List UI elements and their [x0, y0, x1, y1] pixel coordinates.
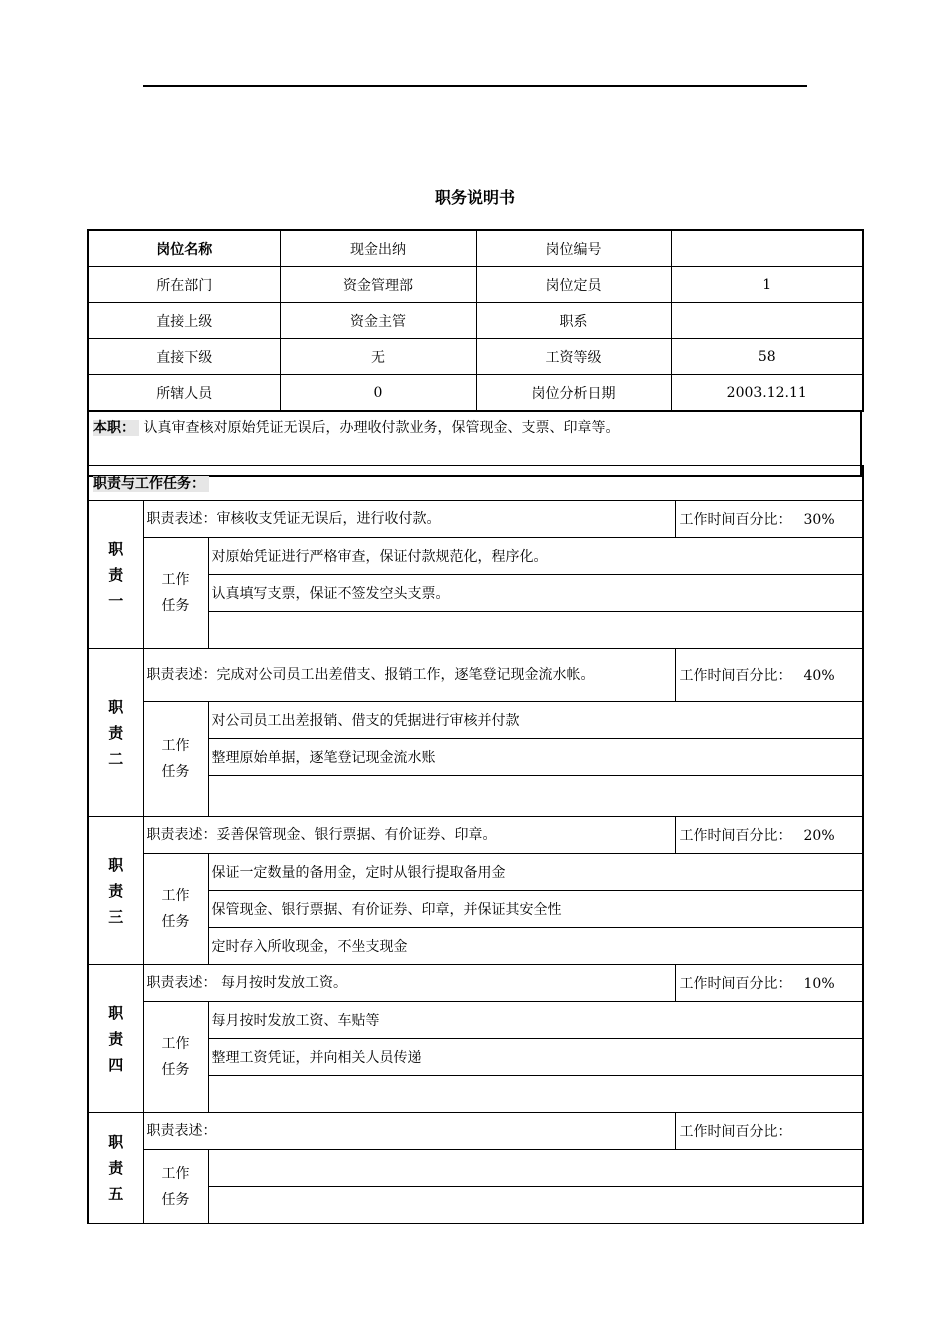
responsibility-label-char: 四	[108, 1055, 124, 1074]
responsibility-label-char: 职	[108, 1133, 124, 1151]
info-row	[88, 339, 863, 375]
responsibility-desc-row	[88, 501, 863, 538]
info-label: 直接上级	[88, 303, 280, 339]
job-summary-label: 本职：	[93, 420, 139, 436]
info-label: 所在部门	[88, 267, 280, 303]
task-item: 定时存入所收现金，不坐支现金	[208, 928, 863, 965]
time-percentage	[675, 1113, 863, 1150]
header-rule	[143, 85, 807, 87]
task-item	[208, 1076, 863, 1113]
responsibility-desc-row	[88, 965, 863, 1002]
info-value: 1	[671, 267, 863, 303]
responsibility-label	[88, 649, 143, 817]
info-value	[671, 230, 863, 267]
duties-header-row	[88, 466, 863, 501]
responsibility-desc-text: 完成对公司员工出差借支、报销工作，逐笔登记现金流水帐。	[216, 667, 595, 683]
responsibility-desc-prefix: 职责表述：	[146, 511, 217, 527]
time-percentage-label: 工作时间百分比：	[679, 976, 792, 992]
responsibility-desc-prefix: 职责表述：	[146, 827, 217, 843]
task-item	[208, 1150, 863, 1187]
task-item	[208, 776, 863, 817]
info-row	[88, 267, 863, 303]
task-item	[208, 612, 863, 649]
task-label-line: 任务	[161, 764, 190, 780]
responsibility-desc-text: 每月按时发放工资。	[216, 975, 347, 991]
job-summary-text: 认真审查核对原始凭证无误后，办理收付款业务，保管现金、支票、印章等。	[143, 420, 620, 436]
responsibility-label	[88, 501, 143, 649]
task-item	[208, 1187, 863, 1224]
info-label: 工资等级	[476, 339, 671, 375]
responsibility-desc-prefix: 职责表述：	[146, 1123, 217, 1139]
info-label: 岗位名称	[88, 230, 280, 267]
info-value: 资金管理部	[280, 267, 476, 303]
task-row	[88, 702, 863, 739]
time-percentage-value: 30%	[803, 512, 835, 528]
responsibility-desc	[143, 649, 675, 702]
responsibility-desc-row	[88, 817, 863, 854]
responsibility-label	[88, 1113, 143, 1224]
task-item: 每月按时发放工资、车贴等	[208, 1002, 863, 1039]
time-percentage-label: 工作时间百分比：	[679, 828, 792, 844]
responsibility-label-char: 职	[108, 855, 124, 874]
duties-header-cell	[88, 466, 863, 501]
responsibility-desc	[143, 817, 675, 854]
task-item: 对公司员工出差报销、借支的凭据进行审核并付款	[208, 702, 863, 739]
task-label-line: 工作	[161, 888, 190, 904]
info-row	[88, 303, 863, 339]
info-label: 岗位分析日期	[476, 375, 671, 412]
responsibility-desc-row	[88, 649, 863, 702]
responsibility-desc-prefix: 职责表述：	[146, 667, 217, 683]
task-label-line: 任务	[161, 1062, 190, 1078]
responsibility-label	[88, 965, 143, 1113]
responsibility-desc	[143, 501, 675, 538]
duties-header: 职责与工作任务：	[93, 476, 209, 492]
task-label-line: 工作	[161, 1036, 190, 1052]
task-label	[143, 1150, 208, 1224]
responsibility-desc-prefix: 职责表述：	[146, 975, 217, 991]
job-info-table	[87, 229, 864, 412]
info-value: 2003.12.11	[671, 375, 863, 412]
time-percentage-value: 20%	[803, 828, 835, 844]
time-percentage-value: 10%	[803, 976, 835, 992]
responsibility-desc	[143, 965, 675, 1002]
info-label: 岗位编号	[476, 230, 671, 267]
task-label-line: 任务	[161, 1191, 190, 1208]
task-label-line: 工作	[161, 1165, 190, 1182]
info-label: 职系	[476, 303, 671, 339]
task-label-line: 任务	[161, 914, 190, 930]
duties-table	[87, 465, 864, 1224]
responsibility-desc-text: 妥善保管现金、银行票据、有价证券、印章。	[216, 827, 497, 843]
info-label: 岗位定员	[476, 267, 671, 303]
task-label	[143, 538, 208, 649]
responsibility-label-char: 责	[108, 723, 124, 742]
task-item: 认真填写支票，保证不签发空头支票。	[208, 575, 863, 612]
responsibility-label	[88, 817, 143, 965]
responsibility-label-char: 责	[108, 565, 124, 584]
info-row	[88, 230, 863, 267]
responsibility-label-char: 责	[108, 1159, 124, 1177]
info-row	[88, 375, 863, 412]
responsibility-label-char: 三	[108, 907, 124, 926]
responsibility-desc-text: 审核收支凭证无误后，进行收付款。	[216, 511, 441, 527]
task-label-line: 任务	[161, 598, 190, 614]
task-item: 保证一定数量的备用金，定时从银行提取备用金	[208, 854, 863, 891]
responsibility-desc-row	[88, 1113, 863, 1150]
task-label	[143, 702, 208, 817]
task-label-line: 工作	[161, 572, 190, 588]
responsibility-label-char: 职	[108, 1003, 124, 1022]
task-row	[88, 538, 863, 575]
responsibility-label-char: 责	[108, 881, 124, 900]
info-value: 资金主管	[280, 303, 476, 339]
time-percentage-label: 工作时间百分比：	[679, 512, 792, 528]
task-item: 整理工资凭证，并向相关人员传递	[208, 1039, 863, 1076]
info-label: 所辖人员	[88, 375, 280, 412]
responsibility-label-char: 一	[108, 591, 124, 610]
time-percentage	[675, 965, 863, 1002]
info-value: 58	[671, 339, 863, 375]
task-label	[143, 854, 208, 965]
task-row	[88, 1002, 863, 1039]
task-item: 对原始凭证进行严格审查，保证付款规范化，程序化。	[208, 538, 863, 575]
info-value: 现金出纳	[280, 230, 476, 267]
time-percentage-label: 工作时间百分比：	[679, 1124, 792, 1140]
responsibility-label-char: 五	[108, 1185, 124, 1203]
task-label	[143, 1002, 208, 1113]
responsibility-desc	[143, 1113, 675, 1150]
time-percentage	[675, 501, 863, 538]
document-title: 职务说明书	[434, 188, 515, 207]
responsibility-label-char: 职	[108, 697, 124, 716]
task-item: 整理原始单据，逐笔登记现金流水账	[208, 739, 863, 776]
task-label-line: 工作	[161, 738, 190, 754]
info-value	[671, 303, 863, 339]
info-value: 无	[280, 339, 476, 375]
task-row	[88, 854, 863, 891]
info-value: 0	[280, 375, 476, 412]
task-item: 保管现金、银行票据、有价证券、印章，并保证其安全性	[208, 891, 863, 928]
responsibility-label-char: 二	[108, 749, 124, 768]
time-percentage-label: 工作时间百分比：	[679, 668, 792, 684]
time-percentage	[675, 817, 863, 854]
responsibility-label-char: 职	[108, 539, 124, 558]
task-row	[88, 1150, 863, 1187]
responsibility-label-char: 责	[108, 1029, 124, 1048]
time-percentage-value: 40%	[803, 668, 835, 684]
time-percentage	[675, 649, 863, 702]
info-label: 直接下级	[88, 339, 280, 375]
